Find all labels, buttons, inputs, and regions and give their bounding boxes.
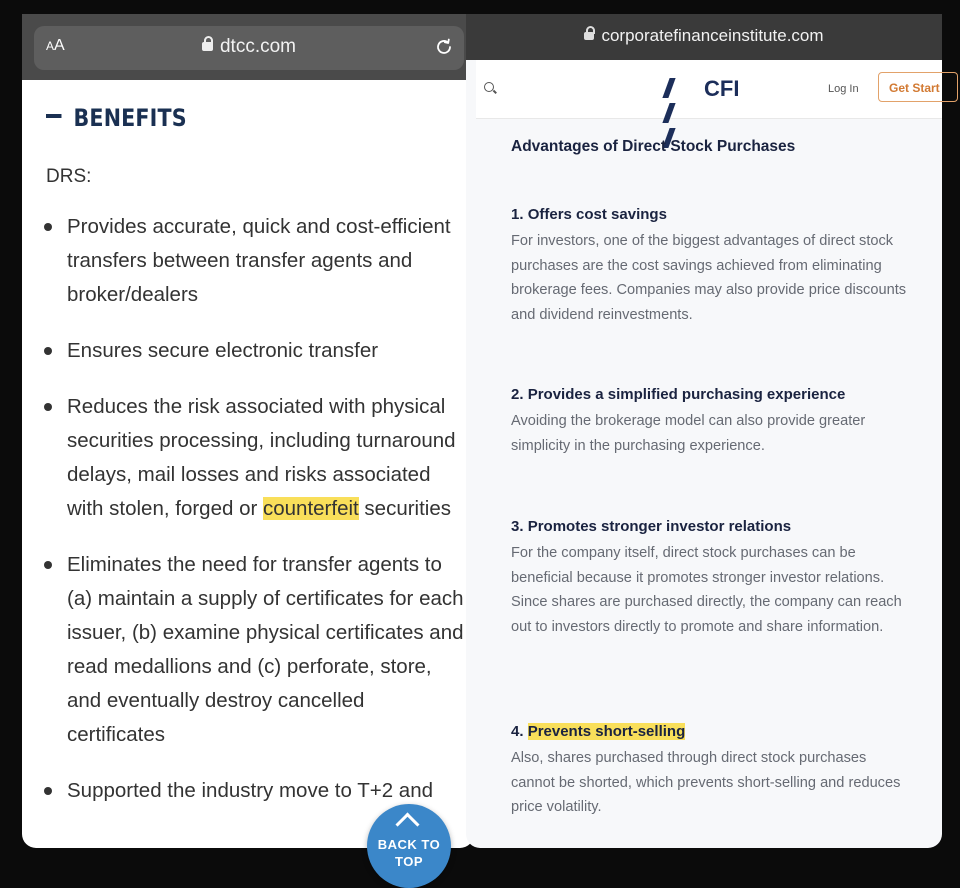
- left-browser-window: [22, 14, 474, 869]
- left-url-display[interactable]: [34, 36, 464, 58]
- search-icon[interactable]: [484, 82, 494, 92]
- bullet-text: Reduces the risk associated with physical securities processing, including turnaround delays, mail losses and risks associated with stolen, forged or: [67, 395, 456, 520]
- logo-text: CFI: [704, 76, 740, 101]
- left-browser-toolbar: [22, 14, 474, 80]
- section-body: Also, shares purchased through direct stock purchases cannot be shorted, which prevents short-selling and reduces price volatility.: [511, 750, 901, 815]
- list-item: [22, 390, 474, 526]
- back-to-top-button[interactable]: [367, 804, 451, 888]
- section-body: For the company itself, direct stock purchases can be beneficial because it promotes stronger investor relations. Since shares are purchased directly, the company can reach out to investors directly to promote and share information.: [511, 545, 902, 635]
- list-item: [22, 334, 474, 368]
- section-heading: 1. Offers cost savings: [511, 206, 667, 223]
- text-size-button[interactable]: AA: [46, 37, 65, 54]
- cfi-site-header: [476, 60, 942, 119]
- chevron-up-icon: [395, 812, 419, 836]
- benefits-heading[interactable]: BENEFITS: [46, 104, 187, 132]
- bullet-text: Eliminates the need for transfer agents to (a) maintain a supply of certificates for each issuer, (b) examine physical certificates and read medallions and (c) perforate, store, and eventually destroy cancelled certificates: [67, 553, 464, 746]
- bullet-text: Ensures secure electronic transfer: [67, 339, 379, 362]
- highlighted-word: counterfeit: [263, 497, 359, 520]
- benefits-list: [22, 210, 474, 830]
- lock-icon: [202, 42, 213, 51]
- right-address-bar[interactable]: [466, 26, 942, 46]
- login-link[interactable]: Log In: [828, 83, 859, 95]
- article-title: Advantages of Direct Stock Purchases: [511, 138, 796, 155]
- bullet-text: Provides accurate, quick and cost-efficient transfers between transfer agents and broker/dealers: [67, 215, 451, 306]
- section-heading: 3. Promotes stronger investor relations: [511, 518, 792, 535]
- reload-icon[interactable]: [434, 37, 454, 57]
- bullet-text-end: securities: [358, 497, 452, 520]
- left-address-bar[interactable]: [34, 26, 464, 70]
- section-short-selling: [511, 723, 911, 820]
- section-body: For investors, one of the biggest advantages of direct stock purchases are the cost savings achieved from eliminating brokerage fees. Companies may also provide price discounts and dividend reinvestments.: [511, 233, 907, 323]
- bullet-dot-icon: [44, 561, 52, 569]
- back-to-top-label: BACK TO TOP: [377, 837, 441, 869]
- section-heading: 2. Provides a simplified purchasing experience: [511, 386, 846, 403]
- section-investor-relations: [511, 518, 911, 639]
- highlighted-heading: Prevents short-selling: [527, 723, 686, 740]
- left-url-text: dtcc.com: [219, 36, 297, 57]
- lock-icon: [584, 32, 594, 40]
- bullet-dot-icon: [44, 403, 52, 411]
- list-item: [22, 210, 474, 312]
- section-simplified-purchasing: [511, 386, 911, 458]
- list-item: [22, 548, 474, 752]
- bullet-dot-icon: [44, 223, 52, 231]
- right-url-text: corporatefinanceinstitute.com: [601, 26, 824, 45]
- right-browser-window: [466, 14, 942, 848]
- get-started-button[interactable]: Get Start: [878, 72, 958, 102]
- section-heading: 4. Prevents short-selling: [511, 723, 686, 740]
- right-browser-toolbar: [466, 14, 942, 60]
- section-cost-savings: [511, 206, 911, 327]
- collapse-dash-icon: [46, 114, 61, 118]
- left-page-content: [22, 80, 474, 869]
- section-body: Avoiding the brokerage model can also provide greater simplicity in the purchasing experience.: [511, 413, 866, 454]
- bullet-dot-icon: [44, 347, 52, 355]
- drs-label: DRS:: [46, 166, 92, 187]
- bullet-text: Supported the industry move to T+2 and: [67, 779, 434, 802]
- list-item: [22, 774, 474, 808]
- bullet-dot-icon: [44, 787, 52, 795]
